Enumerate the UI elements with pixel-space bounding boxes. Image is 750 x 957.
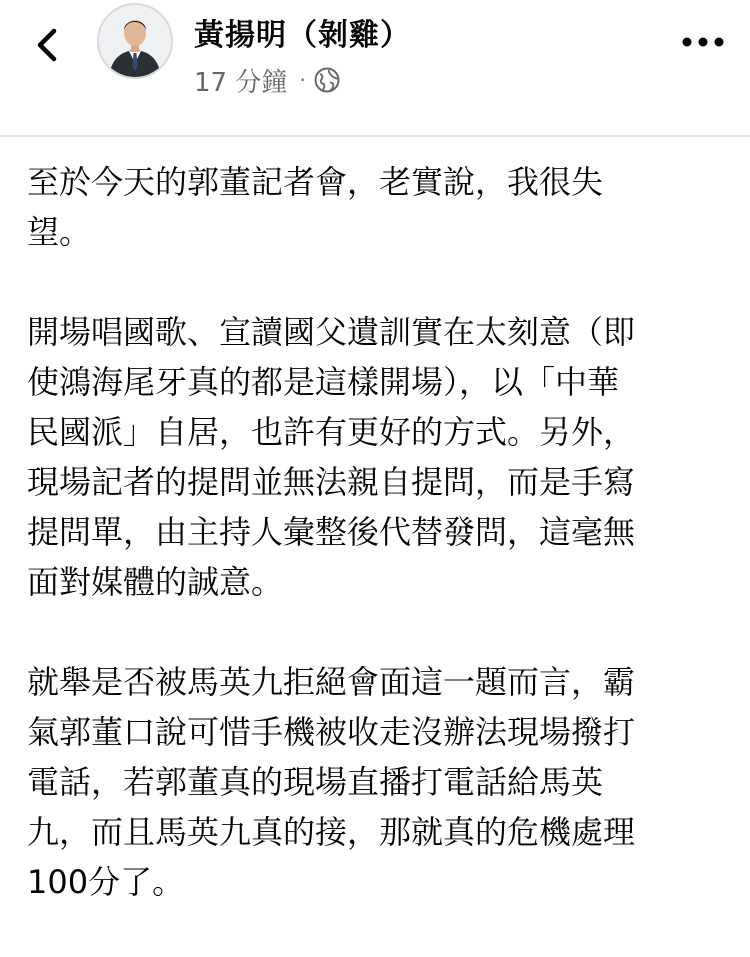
- post-paragraph: 開場唱國歌、宣讀國父遺訓實在太刻意（即 使鴻海尾牙真的都是這樣開場），以「中華 民國派」自居，也許有更好的方式。另外， 現場記者的提問並無法親自提問，而是手寫 提問單，由主持人彙整後代替發問，這毫無 面對媒體的誠意。: [27, 313, 636, 601]
- meta-separator: ·: [299, 68, 306, 92]
- back-chevron-icon: [34, 27, 60, 63]
- author-avatar[interactable]: [97, 3, 173, 79]
- more-options-icon: [681, 36, 725, 48]
- post-timestamp[interactable]: 17 分鐘: [194, 67, 288, 98]
- post-paragraph: 至於今天的郭董記者會，老實說，我很失 望。: [27, 163, 604, 251]
- post-meta: [194, 60, 340, 100]
- post-paragraph: 就舉是否被馬英九拒絕會面這一題而言，霸 氣郭董口說可惜手機被收走沒辦法現場撥打 電話，若郭董真的現場直播打電話給馬英 九，而且馬英九真的接，那就真的危機處理 100分了。: [27, 663, 636, 901]
- back-button[interactable]: [22, 20, 72, 70]
- author-name[interactable]: 黃揚明（剝雞）: [194, 18, 411, 53]
- globe-icon[interactable]: [314, 67, 340, 93]
- post-body: [27, 157, 727, 957]
- more-options-button[interactable]: [678, 22, 728, 62]
- header-divider: [0, 135, 750, 137]
- post-header: [0, 0, 750, 135]
- avatar-photo: [99, 5, 171, 77]
